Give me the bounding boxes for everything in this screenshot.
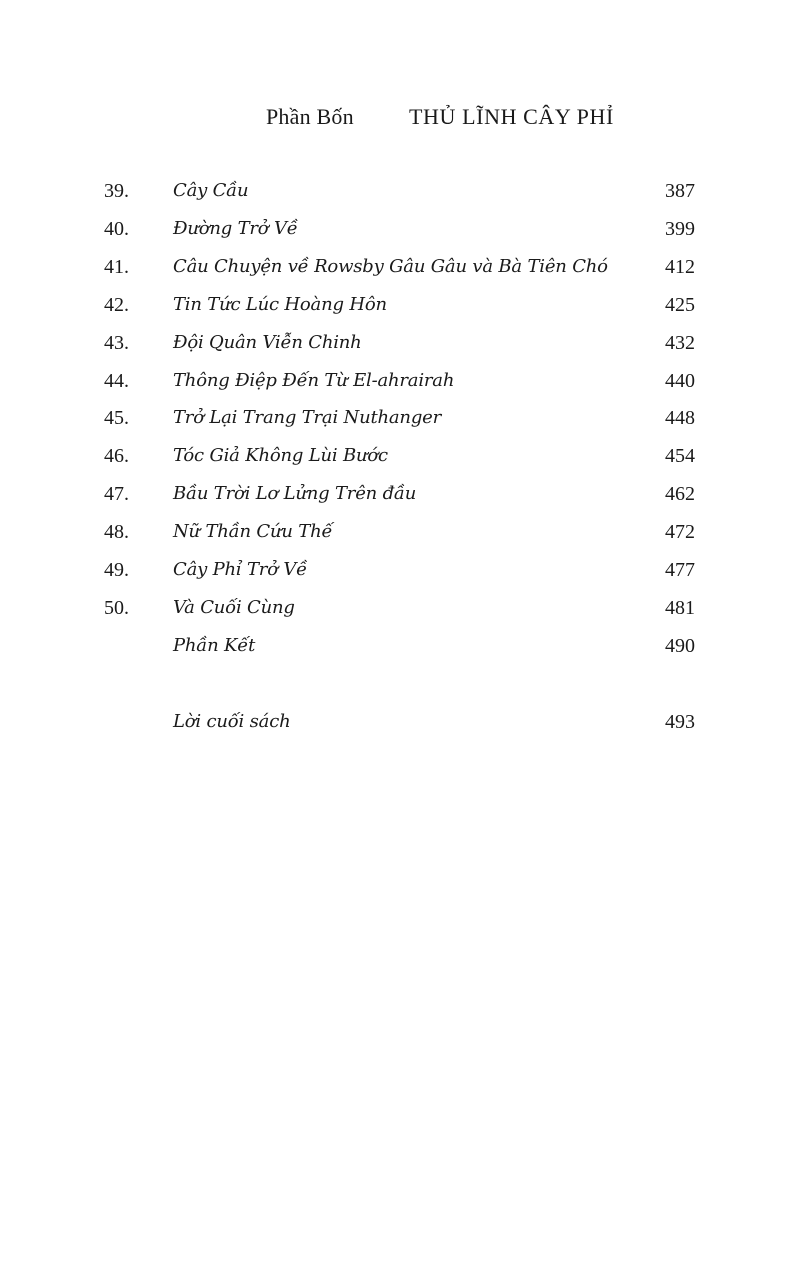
toc-entry bbox=[0, 370, 800, 400]
chapter-title: Câu Chuyện về Rowsby Gâu Gâu và Bà Tiên Chó bbox=[173, 255, 608, 277]
chapter-number: 40. bbox=[104, 217, 129, 240]
chapter-title: Thông Điệp Đến Từ El-ahrairah bbox=[173, 369, 455, 391]
page-number: 493 bbox=[665, 710, 695, 733]
page-number: 448 bbox=[665, 407, 695, 430]
chapter-number: 50. bbox=[104, 596, 129, 619]
page-number: 462 bbox=[665, 483, 695, 506]
page-number: 412 bbox=[665, 255, 695, 278]
page-number: 432 bbox=[665, 331, 695, 354]
chapter-number: 43. bbox=[104, 331, 129, 354]
page-number: 454 bbox=[665, 445, 695, 468]
toc-entry bbox=[0, 521, 800, 551]
page-number: 440 bbox=[665, 369, 695, 392]
toc-entry bbox=[0, 180, 800, 210]
part-label: Phần Bốn bbox=[266, 104, 354, 129]
chapter-title: Phần Kết bbox=[173, 634, 256, 656]
chapter-number: 42. bbox=[104, 293, 129, 316]
part-heading bbox=[0, 104, 800, 134]
chapter-title: Và Cuối Cùng bbox=[173, 596, 295, 618]
toc-entry bbox=[0, 483, 800, 513]
chapter-title: Đội Quân Viễn Chinh bbox=[173, 331, 362, 353]
chapter-title: Tin Tức Lúc Hoàng Hôn bbox=[173, 293, 387, 315]
page-number: 472 bbox=[665, 521, 695, 544]
chapter-number: 46. bbox=[104, 445, 129, 468]
toc-entry bbox=[0, 256, 800, 286]
toc-entry bbox=[0, 332, 800, 362]
chapter-number: 48. bbox=[104, 521, 129, 544]
chapter-title: Trở Lại Trang Trại Nuthanger bbox=[173, 407, 442, 429]
page-number: 490 bbox=[665, 634, 695, 657]
toc-entry bbox=[0, 635, 800, 665]
chapter-title: Cây Phỉ Trở Về bbox=[173, 559, 308, 580]
chapter-number: 39. bbox=[104, 180, 129, 202]
toc-entry bbox=[0, 294, 800, 324]
toc-entry bbox=[0, 711, 800, 741]
page-number: 399 bbox=[665, 217, 695, 240]
part-title: THỦ LĨNH CÂY PHỈ bbox=[409, 104, 614, 129]
chapter-title: Nữ Thần Cứu Thế bbox=[173, 521, 333, 543]
chapter-title: Bầu Trời Lơ Lửng Trên đầu bbox=[173, 483, 417, 505]
toc-entry bbox=[0, 559, 800, 589]
page-number: 477 bbox=[665, 559, 695, 581]
page-number: 425 bbox=[665, 293, 695, 316]
chapter-title: Tóc Giả Không Lùi Bước bbox=[173, 445, 388, 467]
chapter-number: 45. bbox=[104, 407, 129, 430]
toc-entry bbox=[0, 597, 800, 627]
chapter-number: 49. bbox=[104, 559, 129, 581]
chapter-number: 41. bbox=[104, 255, 129, 278]
page-number: 387 bbox=[665, 180, 695, 202]
chapter-title: Đường Trở Về bbox=[173, 217, 298, 239]
chapter-title: Lời cuối sách bbox=[173, 710, 291, 732]
toc-entry bbox=[0, 407, 800, 437]
page-number: 481 bbox=[665, 596, 695, 619]
chapter-number: 47. bbox=[104, 483, 129, 506]
chapter-title: Cây Cầu bbox=[173, 180, 249, 201]
chapter-number: 44. bbox=[104, 369, 129, 392]
toc-entry bbox=[0, 218, 800, 248]
toc-entry bbox=[0, 445, 800, 475]
